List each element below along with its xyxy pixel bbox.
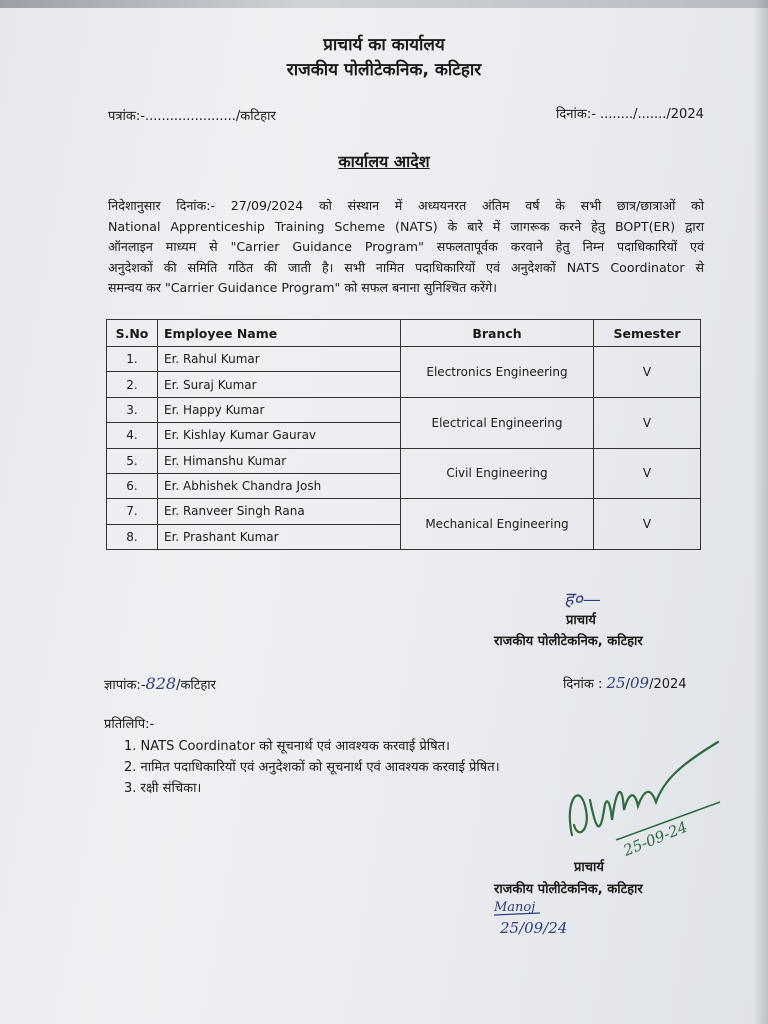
signatory-institute-2: राजकीय पोलीटेकनिक, कटिहार <box>494 882 643 897</box>
cell-semester: V <box>594 499 701 550</box>
initials-signature <box>560 585 630 611</box>
cell-branch: Civil Engineering <box>401 448 594 499</box>
table-row <box>107 448 701 473</box>
table-row <box>107 499 701 524</box>
cell-sno: 6. <box>107 473 158 498</box>
memo-date-prefix: दिनांक : <box>563 677 603 692</box>
cell-employee-name: Er. Rahul Kumar <box>158 347 401 372</box>
copy-to-item: 1. NATS Coordinator को सूचनार्थ एवं आवश्यक करवाई प्रेषित। <box>124 739 450 754</box>
gyapank-number: 828 <box>145 674 177 693</box>
signature-date: 25-09-24 <box>620 817 690 860</box>
cell-employee-name: Er. Abhishek Chandra Josh <box>158 473 401 498</box>
page-top-edge <box>0 0 768 8</box>
gyapank-line <box>104 674 216 693</box>
receiver-date: 25/09/24 <box>500 919 568 937</box>
copy-to-heading: प्रतिलिपि:- <box>104 717 155 732</box>
order-title: कार्यालय आदेश <box>338 152 430 171</box>
table-header-row <box>107 320 701 347</box>
header-sno: S.No <box>107 320 158 347</box>
paragraph-line: ऑनलाइन माध्यम से "Carrier Guidance Program" सफलतापूर्वक करवाने हेतु निम्न पदाधिकारियों एवं <box>108 239 704 254</box>
cell-sno: 7. <box>107 499 158 524</box>
memo-date-year: /2024 <box>649 677 687 692</box>
copy-to-item: 3. रक्षी संचिका। <box>124 781 202 796</box>
committee-table <box>106 319 701 550</box>
cell-sno: 4. <box>107 423 158 448</box>
principal-signature <box>560 740 730 860</box>
cell-employee-name: Er. Himanshu Kumar <box>158 448 401 473</box>
cell-employee-name: Er. Prashant Kumar <box>158 524 401 549</box>
header-employee-name: Employee Name <box>158 320 401 347</box>
dinank-line: दिनांक:- ......../......./2024 <box>556 107 704 122</box>
gyapank-prefix: ज्ञापांक:- <box>104 678 146 693</box>
cell-sno: 3. <box>107 397 158 422</box>
office-heading: प्राचार्य का कार्यालय <box>323 35 445 55</box>
cell-semester: V <box>594 448 701 499</box>
memo-date-month: 09 <box>629 674 650 692</box>
cell-branch: Mechanical Engineering <box>401 499 594 550</box>
gyapank-suffix: /कटिहार <box>176 678 216 693</box>
paragraph-line: National Apprenticeship Training Scheme (NATS) के बारे में जागरूक करने हेतु BOPT(ER) द्वारा <box>108 218 704 234</box>
cell-branch: Electrical Engineering <box>401 397 594 448</box>
memo-date-line <box>563 674 687 692</box>
paragraph-line: अनुदेशकों की समिति गठित की जाती है। सभी नामित पदाधिकारियों एवं अनुदेशकों NATS Coordinator से <box>108 259 704 275</box>
cell-semester: V <box>594 347 701 398</box>
signatory-designation-1: प्राचार्य <box>566 613 596 628</box>
receiver-signature <box>490 895 590 945</box>
cell-sno: 1. <box>107 347 158 372</box>
paragraph-line: समन्वय कर "Carrier Guidance Program" को सफल बनाना सुनिश्चित करेंगे। <box>108 280 497 295</box>
paragraph-line: निदेशानुसार दिनांक:- 27/09/2024 को संस्थान में अध्ययनरत अंतिम वर्ष के सभी छात्र/छात्राओं को <box>108 198 704 213</box>
initials-text: ह०— <box>564 589 601 610</box>
signatory-institute-1: राजकीय पोलीटेकनिक, कटिहार <box>494 634 643 649</box>
copy-to-item: 2. नामित पदाधिकारियों एवं अनुदेशकों को सूचनार्थ एवं आवश्यक करवाई प्रेषित। <box>124 760 500 775</box>
patrank-line: पत्रांक:-....................../कटिहार <box>108 109 276 124</box>
header-branch: Branch <box>401 320 594 347</box>
header-semester: Semester <box>594 320 701 347</box>
cell-sno: 5. <box>107 448 158 473</box>
cell-employee-name: Er. Suraj Kumar <box>158 372 401 397</box>
order-paragraph <box>108 196 704 299</box>
cell-semester: V <box>594 397 701 448</box>
memo-date-sep: / <box>625 677 630 692</box>
table-row <box>107 397 701 422</box>
institute-heading: राजकीय पोलीटेकनिक, कटिहार <box>286 60 482 80</box>
table-row <box>107 347 701 372</box>
signature-stroke <box>570 742 718 835</box>
memo-date-day: 25 <box>606 674 626 692</box>
cell-employee-name: Er. Ranveer Singh Rana <box>158 499 401 524</box>
cell-sno: 2. <box>107 372 158 397</box>
cell-employee-name: Er. Kishlay Kumar Gaurav <box>158 423 401 448</box>
cell-sno: 8. <box>107 524 158 549</box>
cell-branch: Electronics Engineering <box>401 347 594 398</box>
cell-employee-name: Er. Happy Kumar <box>158 397 401 422</box>
signatory-designation-2: प्राचार्य <box>574 860 604 875</box>
receiver-name: Manoj <box>494 900 536 915</box>
